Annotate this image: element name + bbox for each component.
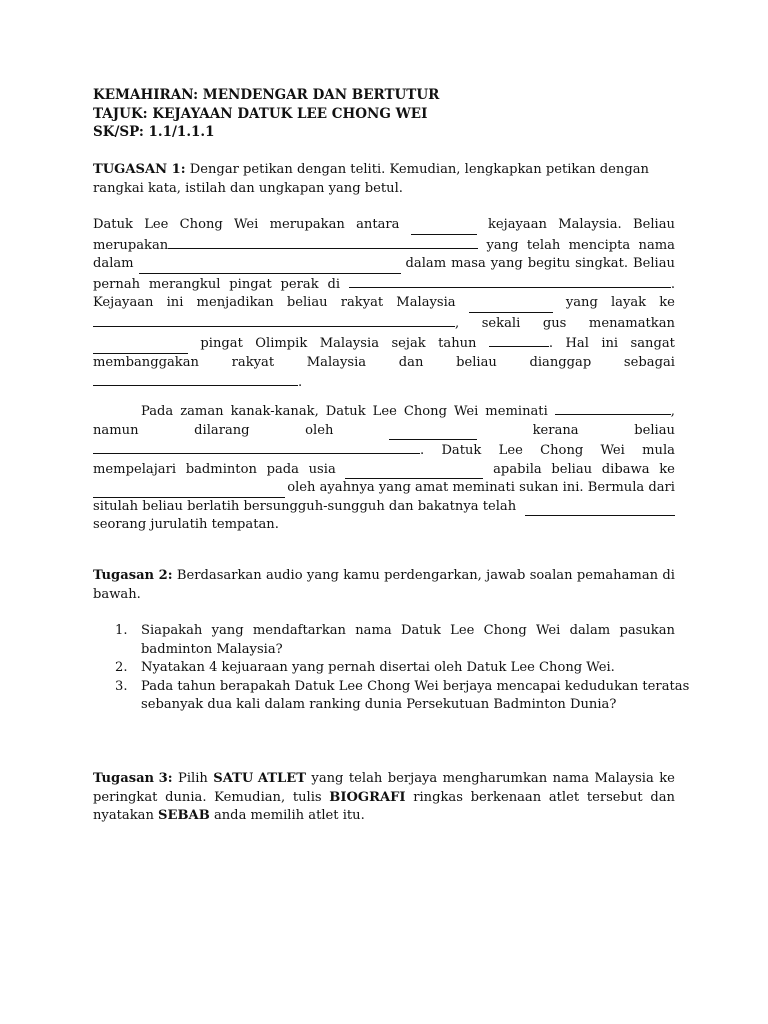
- word: mula: [642, 443, 675, 458]
- word: pasukan: [619, 623, 675, 638]
- word: dalam: [93, 256, 134, 271]
- word: beliau: [286, 295, 328, 310]
- word: merupakan: [93, 237, 169, 253]
- word: ringkas: [413, 789, 463, 805]
- p1-line-5: [93, 294, 675, 313]
- word: ,: [670, 404, 675, 419]
- p1-line-3: [93, 255, 675, 274]
- question-line: badminton Malaysia?: [141, 641, 283, 657]
- question-item: [93, 622, 675, 659]
- task1-instruction-text-2: rangkai kata, istilah dan ungkapan yang betul.: [93, 180, 403, 196]
- blank-field[interactable]: [349, 274, 671, 288]
- word: Wei: [536, 623, 561, 638]
- word: ke: [659, 461, 675, 477]
- task2-line-2: bawah.: [93, 586, 141, 602]
- word: Lee: [372, 404, 397, 419]
- word: .: [298, 375, 303, 390]
- word: pada: [266, 461, 299, 477]
- word: pernah: [93, 276, 141, 292]
- word: meminati: [485, 404, 548, 419]
- task2-instruction: [93, 567, 675, 604]
- word: Chong: [179, 217, 223, 232]
- word: berkenaan: [470, 789, 542, 805]
- word: beliau: [634, 422, 675, 438]
- blank-field[interactable]: [411, 221, 477, 235]
- word: mengharumkan: [442, 771, 548, 786]
- task1-label: TUGASAN 1:: [93, 162, 186, 177]
- word: Malaysia: [594, 771, 654, 786]
- word: Datuk: [400, 623, 441, 638]
- word: mencipta: [568, 237, 631, 253]
- word: menjadikan: [196, 295, 274, 310]
- word: Wei: [234, 217, 259, 232]
- word: yang: [211, 623, 244, 638]
- blank-field[interactable]: [93, 440, 420, 454]
- word: yang: [490, 256, 523, 271]
- blank-field[interactable]: [345, 465, 483, 479]
- word: singkat.: [575, 256, 629, 271]
- word: badminton: [185, 461, 257, 477]
- word: sangat: [630, 336, 675, 351]
- word: Malaysia: [396, 295, 456, 310]
- word: apabila: [493, 461, 542, 477]
- blank-field[interactable]: [389, 426, 477, 440]
- p1-line-8: [93, 354, 675, 373]
- word: tahun: [438, 336, 477, 351]
- word: BIOGRAFI: [329, 789, 406, 805]
- word: telah: [348, 771, 383, 786]
- word: situlah beliau berlatih bersungguh-sungguh dan bakatnya telah: [93, 498, 517, 514]
- word: Beliau: [632, 217, 675, 232]
- word: nama: [638, 237, 675, 253]
- word: SATU ATLET: [213, 771, 306, 786]
- word: Kejayaan: [93, 295, 154, 310]
- word: ini: [601, 336, 619, 351]
- word: dibawa: [601, 461, 650, 477]
- p2-line-4: [93, 461, 675, 480]
- word: Kemudian,: [214, 789, 286, 805]
- word: di: [662, 568, 675, 583]
- blank-field[interactable]: [93, 484, 285, 498]
- word: pingat: [229, 276, 272, 292]
- p1-line-6: [93, 313, 675, 334]
- word: SEBAB: [158, 808, 210, 823]
- question-number: 2.: [115, 660, 128, 675]
- word: pingat: [200, 336, 243, 351]
- word: Beliau: [632, 256, 675, 271]
- word: Lee: [450, 623, 475, 638]
- task2-line-1: [93, 567, 675, 586]
- word: dunia.: [165, 789, 207, 805]
- word: Chong: [483, 623, 527, 638]
- task3-instruction: [93, 770, 675, 826]
- word: tersebut: [586, 789, 643, 805]
- task1-paragraph-1: [93, 216, 675, 393]
- word: rakyat: [231, 354, 275, 370]
- word: nama: [552, 771, 590, 786]
- word: Lee: [498, 443, 523, 458]
- word: begitu: [527, 256, 571, 271]
- word: sebagai: [623, 354, 675, 370]
- word: menamatkan: [588, 315, 675, 331]
- p2-line-7: [93, 516, 675, 535]
- question-line: sebanyak dua kali dalam ranking dunia Persekutuan Badminton Dunia?: [141, 697, 617, 712]
- task1-paragraph-2: [93, 401, 675, 535]
- question-item: [93, 678, 690, 715]
- word: Pilih: [178, 771, 208, 786]
- word: beliau: [456, 354, 497, 370]
- word: yang: [486, 237, 519, 253]
- word: .: [420, 443, 425, 458]
- word: namun: [93, 422, 139, 438]
- word: oleh: [305, 422, 334, 438]
- task3-label: Tugasan 3:: [93, 771, 173, 786]
- word: dan: [650, 789, 675, 805]
- p1-line-2: [93, 235, 675, 256]
- word: Siapakah: [141, 623, 203, 638]
- word: Datuk: [441, 443, 482, 458]
- word: Datuk: [93, 217, 133, 232]
- word: membanggakan: [93, 354, 199, 370]
- word: Lee: [144, 217, 169, 232]
- word: telah: [526, 237, 561, 253]
- word: audio: [265, 568, 303, 583]
- word: peringkat: [93, 789, 158, 805]
- word: antara: [356, 217, 400, 232]
- question-number: 1.: [115, 623, 128, 638]
- word: Malaysia.: [558, 217, 622, 232]
- task3-line-1: [93, 770, 675, 789]
- p2-line-3: [93, 440, 675, 461]
- blank-field[interactable]: [489, 333, 549, 347]
- worksheet-header: [93, 86, 439, 142]
- blank-field[interactable]: [525, 502, 675, 516]
- word: masa: [451, 256, 486, 271]
- word: sejak: [391, 336, 426, 351]
- word: sekali: [481, 315, 521, 331]
- word: beliau: [551, 461, 593, 477]
- word: zaman: [180, 404, 224, 419]
- word: rakyat: [340, 295, 384, 310]
- word: merangkul: [148, 276, 221, 292]
- word: berjaya: [387, 771, 438, 786]
- task2-question-list: [93, 622, 690, 715]
- word: soalan: [529, 568, 573, 583]
- standard-heading: SK/SP: 1.1/1.1.1: [93, 124, 215, 140]
- word: dalam: [405, 256, 447, 271]
- word: layak: [610, 295, 647, 310]
- task1-instruction-text-1: Dengar petikan dengan teliti. Kemudian, lengkapkan petikan dengan: [185, 162, 649, 177]
- word: pemahaman: [576, 568, 659, 583]
- question-number: 3.: [115, 678, 128, 694]
- word: seorang jurulatih tempatan.: [93, 517, 279, 532]
- task1-instruction: [93, 161, 675, 198]
- word: kamu: [343, 568, 380, 583]
- word: .: [548, 336, 554, 351]
- word: perak: [280, 276, 319, 292]
- blank-field[interactable]: [139, 260, 401, 274]
- task3-line-3: [93, 807, 675, 826]
- word: atlet: [548, 789, 580, 805]
- word: Chong: [540, 443, 584, 458]
- blank-field[interactable]: [93, 313, 455, 327]
- word: usia: [308, 461, 336, 477]
- word: yang: [306, 568, 339, 583]
- blank-field[interactable]: [168, 235, 478, 249]
- blank-field[interactable]: [555, 401, 671, 415]
- word: Wei: [600, 443, 625, 458]
- blank-field[interactable]: [469, 299, 553, 313]
- blank-field[interactable]: [93, 340, 188, 354]
- word: jawab: [486, 568, 526, 583]
- word: di: [327, 276, 341, 292]
- question-line: [141, 622, 675, 641]
- word: Wei: [453, 404, 479, 419]
- word: ini: [166, 295, 184, 310]
- word: Malaysia: [306, 354, 367, 370]
- p1-line-1: [93, 216, 675, 235]
- word: mendaftarkan: [252, 623, 346, 638]
- word: ke: [659, 771, 675, 786]
- task2-label: Tugasan 2:: [93, 568, 173, 583]
- word: ,: [455, 315, 460, 331]
- word: yang: [311, 771, 344, 786]
- p2-line-6: [93, 498, 675, 517]
- word: gus: [542, 315, 567, 331]
- word: oleh ayahnya yang amat meminati sukan ini. Bermula dari: [287, 480, 675, 495]
- word: kanak-kanak,: [230, 404, 319, 419]
- word: merupakan: [269, 217, 345, 232]
- word: anda memilih atlet itu.: [209, 808, 365, 823]
- question-item: [93, 659, 675, 678]
- word: Malaysia: [319, 336, 380, 351]
- p2-line-5: [93, 479, 675, 498]
- blank-field[interactable]: [93, 372, 298, 386]
- word: nyatakan: [93, 808, 159, 823]
- word: kerana: [532, 422, 579, 438]
- p2-line-2: [93, 422, 675, 441]
- word: yang: [565, 295, 598, 310]
- word: .: [670, 276, 675, 292]
- word: dilarang: [194, 422, 250, 438]
- word: dan: [398, 354, 424, 370]
- p1-line-9: [93, 372, 675, 393]
- word: dianggap: [529, 354, 592, 370]
- word: perdengarkan,: [384, 568, 482, 583]
- p1-line-7: [93, 333, 675, 354]
- p2-line-1: [93, 401, 675, 422]
- skill-heading: KEMAHIRAN: MENDENGAR DAN BERTUTUR: [93, 87, 440, 103]
- word: nama: [355, 623, 392, 638]
- word: Datuk: [325, 404, 366, 419]
- word: ke: [659, 295, 675, 310]
- title-heading: TAJUK: KEJAYAAN DATUK LEE CHONG WEI: [93, 105, 428, 122]
- word: Pada: [141, 404, 174, 419]
- word: tulis: [292, 789, 322, 805]
- question-line: Pada tahun berapakah Datuk Lee Chong Wei berjaya mencapai kedudukan teratas: [141, 678, 690, 694]
- word: Chong: [403, 404, 447, 419]
- word: dalam: [569, 623, 611, 638]
- word: Hal: [565, 336, 589, 351]
- task3-line-2: [93, 789, 675, 808]
- word: mempelajari: [93, 461, 177, 477]
- word: Olimpik: [255, 336, 308, 351]
- word: Berdasarkan: [176, 568, 262, 583]
- word: kejayaan: [487, 217, 547, 232]
- question-line: Nyatakan 4 kejuaraan yang pernah disertai oleh Datuk Lee Chong Wei.: [141, 660, 615, 675]
- p1-line-4: [93, 274, 675, 295]
